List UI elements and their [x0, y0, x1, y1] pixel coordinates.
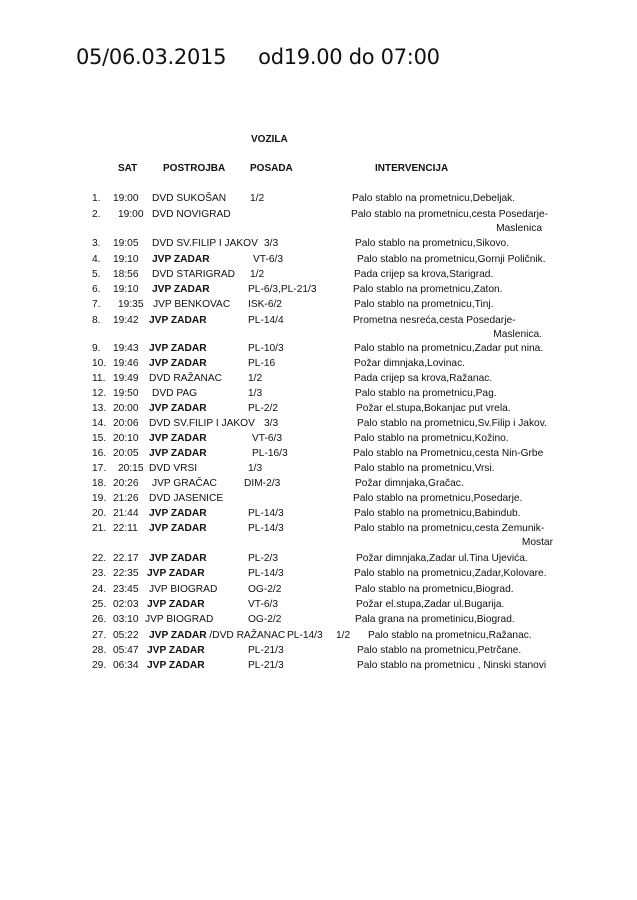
- row-unit: DVD STARIGRAD: [152, 269, 236, 280]
- document-title: [76, 45, 440, 69]
- list-item: [0, 508, 637, 521]
- row-unit: JVP ZADAR: [147, 645, 205, 656]
- row-crew: PL-14/4: [248, 315, 284, 326]
- row-unit: JVP GRAČAC: [152, 478, 217, 489]
- row-time: 23:45: [113, 584, 139, 595]
- row-unit: DVD NOVIGRAD: [152, 209, 231, 220]
- row-time: 19:00: [118, 209, 144, 220]
- row-unit: JVP ZADAR: [149, 358, 207, 369]
- row-description: Palo stablo na prometnicu,Zaton.: [353, 284, 503, 295]
- row-number: 6.: [92, 284, 101, 295]
- row-description: Pala grana na prometinicu,Biograd.: [355, 614, 515, 625]
- row-description-continued: Maslenica: [496, 223, 542, 234]
- row-time: 20:05: [113, 448, 139, 459]
- list-item: [0, 299, 637, 312]
- row-crew: PL-2/2: [248, 403, 279, 414]
- row-crew: 3/3: [264, 418, 279, 429]
- column-header-postrojba: POSTROJBA: [163, 163, 226, 174]
- row-description: Palo stablo na prometnicu,Tinj.: [354, 299, 494, 310]
- row-unit: JVP ZADAR: [149, 433, 207, 444]
- list-item: [0, 599, 637, 612]
- row-crew: OG-2/2: [248, 614, 282, 625]
- row-description-continued: Maslenica.: [493, 329, 542, 340]
- row-unit: JVP ZADAR: [152, 284, 210, 295]
- list-item: [0, 315, 637, 328]
- list-item: [0, 523, 637, 536]
- column-header-sat: SAT: [118, 163, 138, 174]
- list-item: [0, 254, 637, 267]
- row-unit: JVP ZADAR /DVD RAŽANAC: [149, 630, 286, 641]
- row-time: 05:22: [113, 630, 139, 641]
- row-time: 21:44: [113, 508, 139, 519]
- row-number: 14.: [92, 418, 107, 429]
- list-item: [0, 418, 637, 431]
- row-unit: DVD PAG: [152, 388, 198, 399]
- list-item: [0, 660, 637, 673]
- row-description: Palo stablo na Prometnicu,cesta Nin-Grbe: [353, 448, 544, 459]
- list-item: [0, 463, 637, 476]
- row-number: 5.: [92, 269, 101, 280]
- row-crew: PL-21/3: [248, 645, 284, 656]
- row-crew: PL-14/3: [248, 568, 284, 579]
- row-number: 11.: [92, 373, 106, 384]
- list-item: [0, 553, 637, 566]
- row-crew: OG-2/2: [248, 584, 282, 595]
- row-unit: JVP BIOGRAD: [145, 614, 214, 625]
- row-description-continued: Mostar: [521, 537, 553, 548]
- row-unit-extra: /DVD RAŽANAC: [206, 630, 286, 641]
- row-description: Palo stablo na prometnicu,Babindub.: [354, 508, 521, 519]
- row-time: 03:10: [113, 614, 139, 625]
- row-crew: 1/2: [250, 269, 265, 280]
- row-description: Palo stablo na prometnicu,Posedarje.: [353, 493, 523, 504]
- row-time: 20:10: [113, 433, 139, 444]
- row-time: 19:10: [113, 284, 139, 295]
- row-description: Palo stablo na prometnicu,Sv.Filip i Jakov.: [357, 418, 547, 429]
- row-description: Prometna nesreća,cesta Posedarje-: [353, 315, 516, 326]
- row-description: Palo stablo na prometnicu,Pag.: [355, 388, 497, 399]
- row-description: Palo stablo na prometnicu,Zadar,Kolovare.: [354, 568, 547, 579]
- row-crew: PL-14/3: [248, 523, 284, 534]
- row-number: 8.: [92, 315, 101, 326]
- row-crew: 1/2: [250, 193, 265, 204]
- list-item: [0, 238, 637, 251]
- row-time: 20:06: [113, 418, 139, 429]
- list-item: [0, 478, 637, 491]
- list-item: [0, 433, 637, 446]
- row-unit: JVP ZADAR: [149, 553, 207, 564]
- row-unit: JVP ZADAR: [149, 315, 207, 326]
- list-item: [0, 209, 637, 222]
- row-description: Pada crijep sa krova,Starigrad.: [354, 269, 494, 280]
- list-item: [0, 448, 637, 461]
- row-unit: DVD SV.FILIP I JAKOV: [149, 418, 255, 429]
- row-description: Palo stablo na prometnicu,Petrčane.: [357, 645, 522, 656]
- row-crew: 1/3: [248, 388, 263, 399]
- row-description: Požar dimnjaka,Lovinac.: [354, 358, 465, 369]
- row-crew: PL-16/3: [252, 448, 288, 459]
- row-description: Palo stablo na prometnicu,Vrsi.: [354, 463, 495, 474]
- section-title: VOZILA: [251, 134, 288, 145]
- list-item: [0, 388, 637, 401]
- row-unit: JVP BENKOVAC: [153, 299, 231, 310]
- row-number: 9.: [92, 343, 101, 354]
- row-number: 15.: [92, 433, 107, 444]
- row-description: Palo stablo na prometnicu,cesta Posedarje-: [351, 209, 549, 220]
- row-number: 1.: [92, 193, 101, 204]
- row-number: 13.: [92, 403, 107, 414]
- row-description: Palo stablo na prometnicu,cesta Zemunik-: [354, 523, 545, 534]
- column-header-intervencija: INTERVENCIJA: [375, 163, 449, 174]
- row-crew: 1/3: [248, 463, 263, 474]
- list-item: [0, 645, 637, 658]
- row-number: 18.: [92, 478, 107, 489]
- row-crew-secondary: 1/2: [336, 630, 351, 641]
- list-item: [0, 284, 637, 297]
- row-number: 26.: [92, 614, 107, 625]
- row-time: 19:46: [113, 358, 139, 369]
- row-number: 28.: [92, 645, 107, 656]
- row-unit: DVD SUKOŠAN: [152, 193, 227, 204]
- list-item: [0, 614, 637, 627]
- row-number: 24.: [92, 584, 107, 595]
- row-time: 19:50: [113, 388, 139, 399]
- row-crew: 3/3: [264, 238, 279, 249]
- row-unit: JVP ZADAR: [147, 599, 205, 610]
- row-unit: JVP ZADAR: [149, 343, 207, 354]
- row-crew: PL-21/3: [248, 660, 284, 671]
- report-period: od19.00 do 07:00: [258, 45, 440, 69]
- row-unit: JVP BIOGRAD: [149, 584, 218, 595]
- row-unit: DVD RAŽANAC: [149, 373, 223, 384]
- row-number: 3.: [92, 238, 101, 249]
- list-item: [0, 269, 637, 282]
- row-number: 25.: [92, 599, 107, 610]
- row-time: 18:56: [113, 269, 139, 280]
- row-description: Požar dimnjaka,Zadar ul.Tina Ujevića.: [356, 553, 528, 564]
- row-time: 20:15: [118, 463, 144, 474]
- list-item: [0, 568, 637, 581]
- row-number: 27.: [92, 630, 107, 641]
- list-item: [0, 343, 637, 356]
- row-time: 19:49: [113, 373, 139, 384]
- row-number: 23.: [92, 568, 107, 579]
- row-time: 19:42: [113, 315, 139, 326]
- row-time: 06:34: [113, 660, 139, 671]
- row-time: 20:26: [113, 478, 139, 489]
- row-crew: PL-6/3,PL-21/3: [248, 284, 317, 295]
- row-time: 19:35: [118, 299, 144, 310]
- row-number: 7.: [92, 299, 101, 310]
- list-item: [0, 630, 637, 643]
- report-date: 05/06.03.2015: [76, 45, 227, 69]
- list-item: [0, 193, 637, 206]
- row-number: 16.: [92, 448, 107, 459]
- row-description: Palo stablo na prometnicu,Biograd.: [355, 584, 514, 595]
- row-time: 19:43: [113, 343, 139, 354]
- list-item: [0, 373, 637, 386]
- row-number: 2.: [92, 209, 101, 220]
- list-item: [0, 584, 637, 597]
- row-description: Palo stablo na prometnicu,Gornji Poličnik.: [357, 254, 546, 265]
- row-unit: JVP ZADAR: [152, 254, 210, 265]
- row-description: Požar el.stupa,Bokanjac put vrela.: [356, 403, 511, 414]
- row-number: 17.: [92, 463, 107, 474]
- row-unit: DVD JASENICE: [149, 493, 224, 504]
- row-crew: VT-6/3: [253, 254, 284, 265]
- row-crew: VT-6/3: [252, 433, 283, 444]
- row-number: 4.: [92, 254, 101, 265]
- row-description: Požar dimnjaka,Gračac.: [355, 478, 464, 489]
- row-time: 05:47: [113, 645, 139, 656]
- row-time: 19:00: [113, 193, 139, 204]
- row-number: 22.: [92, 553, 107, 564]
- row-time: 22:35: [113, 568, 139, 579]
- row-unit: DVD SV.FILIP I JAKOV: [152, 238, 258, 249]
- row-crew: PL-2/3: [248, 553, 279, 564]
- row-unit: JVP ZADAR: [147, 568, 205, 579]
- row-number: 21.: [92, 523, 107, 534]
- row-description: Palo stablo na prometnicu,Debeljak.: [352, 193, 516, 204]
- list-item: [0, 403, 637, 416]
- row-number: 29.: [92, 660, 107, 671]
- row-description: Palo stablo na prometnicu,Zadar put nina.: [354, 343, 544, 354]
- row-time: 21:26: [113, 493, 139, 504]
- column-header-posada: POSADA: [250, 163, 293, 174]
- row-unit: JVP ZADAR: [149, 508, 207, 519]
- row-time: 02:03: [113, 599, 139, 610]
- row-description: Palo stablo na prometnicu,Sikovo.: [355, 238, 510, 249]
- row-number: 10.: [92, 358, 107, 369]
- row-description: Palo stablo na prometnicu,Ražanac.: [368, 630, 532, 641]
- row-crew: PL-16: [248, 358, 276, 369]
- row-unit: JVP ZADAR: [149, 523, 207, 534]
- row-unit: DVD VRSI: [149, 463, 198, 474]
- row-unit: JVP ZADAR: [149, 448, 207, 459]
- row-time: 19:05: [113, 238, 139, 249]
- row-number: 20.: [92, 508, 107, 519]
- row-number: 19.: [92, 493, 107, 504]
- row-crew: PL-14/3: [287, 630, 323, 641]
- row-crew: 1/2: [248, 373, 263, 384]
- list-item: [0, 493, 637, 506]
- row-crew: DIM-2/3: [244, 478, 281, 489]
- row-number: 12.: [92, 388, 107, 399]
- row-time: 19:10: [113, 254, 139, 265]
- row-unit: JVP ZADAR: [149, 403, 207, 414]
- row-crew: PL-14/3: [248, 508, 284, 519]
- row-time: 22:11: [113, 523, 138, 534]
- row-time: 22.17: [113, 553, 139, 564]
- row-crew: ISK-6/2: [248, 299, 282, 310]
- row-description: Palo stablo na prometnicu,Kožino.: [354, 433, 509, 444]
- list-item: [0, 358, 637, 371]
- row-description: Požar el.stupa,Zadar ul.Bugarija.: [356, 599, 505, 610]
- row-time: 20:00: [113, 403, 139, 414]
- row-crew: PL-10/3: [248, 343, 284, 354]
- row-description: Palo stablo na prometnicu , Ninski stanovi: [357, 660, 547, 671]
- row-description: Pada crijep sa krova,Ražanac.: [354, 373, 493, 384]
- row-unit: JVP ZADAR: [147, 660, 205, 671]
- row-crew: VT-6/3: [248, 599, 279, 610]
